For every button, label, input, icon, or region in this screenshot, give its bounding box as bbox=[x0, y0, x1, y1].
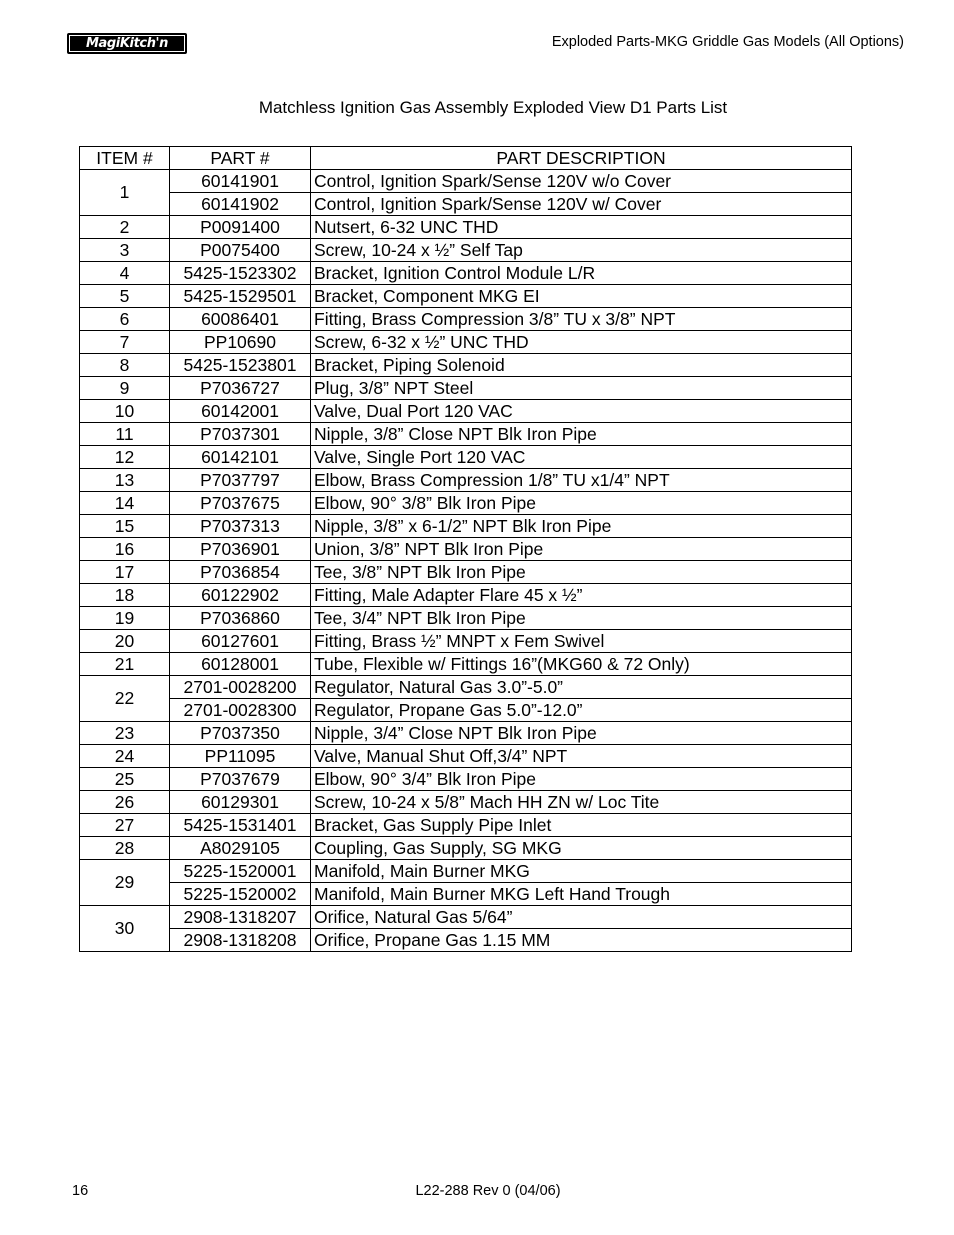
item-number-cell: 3 bbox=[80, 239, 170, 262]
part-description-cell: Coupling, Gas Supply, SG MKG bbox=[311, 837, 852, 860]
table-row bbox=[80, 745, 852, 768]
table-row bbox=[80, 538, 852, 561]
part-number-cell: 60142101 bbox=[170, 446, 311, 469]
table-row bbox=[80, 607, 852, 630]
table-row bbox=[80, 814, 852, 837]
item-number-cell: 4 bbox=[80, 262, 170, 285]
part-description-cell: Control, Ignition Spark/Sense 120V w/ Cover bbox=[311, 193, 852, 216]
column-header-item: ITEM # bbox=[80, 147, 170, 170]
item-number-cell: 1 bbox=[80, 170, 170, 216]
table-row bbox=[80, 170, 852, 193]
table-row bbox=[80, 837, 852, 860]
item-number-cell: 12 bbox=[80, 446, 170, 469]
item-number-cell: 27 bbox=[80, 814, 170, 837]
part-number-cell: P7036860 bbox=[170, 607, 311, 630]
table-row bbox=[80, 515, 852, 538]
part-description-cell: Nipple, 3/4” Close NPT Blk Iron Pipe bbox=[311, 722, 852, 745]
part-description-cell: Elbow, Brass Compression 1/8” TU x1/4” NPT bbox=[311, 469, 852, 492]
part-description-cell: Valve, Single Port 120 VAC bbox=[311, 446, 852, 469]
part-number-cell: P0091400 bbox=[170, 216, 311, 239]
table-row bbox=[80, 561, 852, 584]
table-row bbox=[80, 929, 852, 952]
table-row bbox=[80, 722, 852, 745]
part-description-cell: Nipple, 3/8” x 6-1/2” NPT Blk Iron Pipe bbox=[311, 515, 852, 538]
table-row bbox=[80, 308, 852, 331]
part-number-cell: P7037797 bbox=[170, 469, 311, 492]
part-number-cell: 60129301 bbox=[170, 791, 311, 814]
table-row bbox=[80, 906, 852, 929]
item-number-cell: 10 bbox=[80, 400, 170, 423]
table-row bbox=[80, 354, 852, 377]
table-header-row bbox=[80, 147, 852, 170]
part-description-cell: Bracket, Piping Solenoid bbox=[311, 354, 852, 377]
part-number-cell: 2908-1318208 bbox=[170, 929, 311, 952]
item-number-cell: 28 bbox=[80, 837, 170, 860]
part-number-cell: P7036901 bbox=[170, 538, 311, 561]
part-number-cell: 2701-0028200 bbox=[170, 676, 311, 699]
logo-frame bbox=[69, 35, 185, 52]
part-description-cell: Nipple, 3/8” Close NPT Blk Iron Pipe bbox=[311, 423, 852, 446]
table-row bbox=[80, 262, 852, 285]
part-description-cell: Control, Ignition Spark/Sense 120V w/o Cover bbox=[311, 170, 852, 193]
part-number-cell: P7037675 bbox=[170, 492, 311, 515]
item-number-cell: 24 bbox=[80, 745, 170, 768]
part-number-cell: 5225-1520001 bbox=[170, 860, 311, 883]
part-number-cell: P7037679 bbox=[170, 768, 311, 791]
part-number-cell: 5425-1531401 bbox=[170, 814, 311, 837]
table-row bbox=[80, 285, 852, 308]
part-number-cell: 2908-1318207 bbox=[170, 906, 311, 929]
table-row bbox=[80, 400, 852, 423]
item-number-cell: 9 bbox=[80, 377, 170, 400]
table-row bbox=[80, 584, 852, 607]
part-description-cell: Regulator, Propane Gas 5.0”-12.0” bbox=[311, 699, 852, 722]
part-description-cell: Fitting, Brass Compression 3/8” TU x 3/8” NPT bbox=[311, 308, 852, 331]
part-number-cell: 5425-1523801 bbox=[170, 354, 311, 377]
part-description-cell: Plug, 3/8” NPT Steel bbox=[311, 377, 852, 400]
part-description-cell: Screw, 10-24 x ½” Self Tap bbox=[311, 239, 852, 262]
table-row bbox=[80, 193, 852, 216]
table-row bbox=[80, 423, 852, 446]
table-row bbox=[80, 492, 852, 515]
part-number-cell: PP10690 bbox=[170, 331, 311, 354]
table-row bbox=[80, 377, 852, 400]
part-description-cell: Valve, Dual Port 120 VAC bbox=[311, 400, 852, 423]
parts-list-title: Matchless Ignition Gas Assembly Exploded View D1 Parts List bbox=[258, 98, 728, 117]
item-number-cell: 18 bbox=[80, 584, 170, 607]
part-number-cell: 60127601 bbox=[170, 630, 311, 653]
brand-logo bbox=[67, 33, 187, 54]
part-number-cell: P7037301 bbox=[170, 423, 311, 446]
page-number: 16 bbox=[72, 1183, 89, 1199]
part-number-cell: P7037350 bbox=[170, 722, 311, 745]
parts-table-body bbox=[80, 170, 852, 952]
table-row bbox=[80, 699, 852, 722]
part-description-cell: Union, 3/8” NPT Blk Iron Pipe bbox=[311, 538, 852, 561]
item-number-cell: 2 bbox=[80, 216, 170, 239]
part-description-cell: Screw, 6-32 x ½” UNC THD bbox=[311, 331, 852, 354]
item-number-cell: 22 bbox=[80, 676, 170, 722]
item-number-cell: 15 bbox=[80, 515, 170, 538]
document-code: L22-288 Rev 0 (04/06) bbox=[415, 1183, 561, 1199]
item-number-cell: 11 bbox=[80, 423, 170, 446]
item-number-cell: 6 bbox=[80, 308, 170, 331]
part-description-cell: Bracket, Ignition Control Module L/R bbox=[311, 262, 852, 285]
part-description-cell: Nutsert, 6-32 UNC THD bbox=[311, 216, 852, 239]
column-header-part: PART # bbox=[170, 147, 311, 170]
part-description-cell: Valve, Manual Shut Off,3/4” NPT bbox=[311, 745, 852, 768]
item-number-cell: 25 bbox=[80, 768, 170, 791]
part-number-cell: P0075400 bbox=[170, 239, 311, 262]
logo-text: MagiKitch'n bbox=[85, 36, 168, 51]
part-description-cell: Screw, 10-24 x 5/8” Mach HH ZN w/ Loc Tite bbox=[311, 791, 852, 814]
item-number-cell: 23 bbox=[80, 722, 170, 745]
part-number-cell: 5425-1529501 bbox=[170, 285, 311, 308]
part-description-cell: Manifold, Main Burner MKG bbox=[311, 860, 852, 883]
part-description-cell: Bracket, Gas Supply Pipe Inlet bbox=[311, 814, 852, 837]
part-description-cell: Regulator, Natural Gas 3.0”-5.0” bbox=[311, 676, 852, 699]
item-number-cell: 8 bbox=[80, 354, 170, 377]
part-number-cell: P7036854 bbox=[170, 561, 311, 584]
part-number-cell: 60128001 bbox=[170, 653, 311, 676]
item-number-cell: 14 bbox=[80, 492, 170, 515]
parts-table bbox=[79, 146, 852, 952]
item-number-cell: 5 bbox=[80, 285, 170, 308]
item-number-cell: 29 bbox=[80, 860, 170, 906]
part-number-cell: P7037313 bbox=[170, 515, 311, 538]
table-row bbox=[80, 216, 852, 239]
part-number-cell: P7036727 bbox=[170, 377, 311, 400]
part-description-cell: Bracket, Component MKG EI bbox=[311, 285, 852, 308]
table-row bbox=[80, 860, 852, 883]
part-number-cell: 60086401 bbox=[170, 308, 311, 331]
item-number-cell: 26 bbox=[80, 791, 170, 814]
part-description-cell: Orifice, Natural Gas 5/64” bbox=[311, 906, 852, 929]
item-number-cell: 19 bbox=[80, 607, 170, 630]
table-row bbox=[80, 768, 852, 791]
part-description-cell: Manifold, Main Burner MKG Left Hand Trough bbox=[311, 883, 852, 906]
item-number-cell: 17 bbox=[80, 561, 170, 584]
part-description-cell: Elbow, 90° 3/4” Blk Iron Pipe bbox=[311, 768, 852, 791]
part-number-cell: 60122902 bbox=[170, 584, 311, 607]
item-number-cell: 30 bbox=[80, 906, 170, 952]
part-number-cell: 60141902 bbox=[170, 193, 311, 216]
part-number-cell: A8029105 bbox=[170, 837, 311, 860]
table-row bbox=[80, 676, 852, 699]
part-number-cell: 60141901 bbox=[170, 170, 311, 193]
table-row bbox=[80, 331, 852, 354]
part-number-cell: 5425-1523302 bbox=[170, 262, 311, 285]
item-number-cell: 20 bbox=[80, 630, 170, 653]
column-header-description: PART DESCRIPTION bbox=[311, 147, 852, 170]
item-number-cell: 16 bbox=[80, 538, 170, 561]
part-number-cell: 60142001 bbox=[170, 400, 311, 423]
part-number-cell: 2701-0028300 bbox=[170, 699, 311, 722]
part-description-cell: Fitting, Brass ½” MNPT x Fem Swivel bbox=[311, 630, 852, 653]
item-number-cell: 7 bbox=[80, 331, 170, 354]
table-row bbox=[80, 446, 852, 469]
part-description-cell: Fitting, Male Adapter Flare 45 x ½” bbox=[311, 584, 852, 607]
part-number-cell: 5225-1520002 bbox=[170, 883, 311, 906]
table-row bbox=[80, 791, 852, 814]
part-description-cell: Tube, Flexible w/ Fittings 16”(MKG60 & 72 Only) bbox=[311, 653, 852, 676]
part-description-cell: Orifice, Propane Gas 1.15 MM bbox=[311, 929, 852, 952]
part-description-cell: Tee, 3/8” NPT Blk Iron Pipe bbox=[311, 561, 852, 584]
part-number-cell: PP11095 bbox=[170, 745, 311, 768]
part-description-cell: Elbow, 90° 3/8” Blk Iron Pipe bbox=[311, 492, 852, 515]
table-row bbox=[80, 469, 852, 492]
part-description-cell: Tee, 3/4” NPT Blk Iron Pipe bbox=[311, 607, 852, 630]
item-number-cell: 13 bbox=[80, 469, 170, 492]
table-row bbox=[80, 239, 852, 262]
table-row bbox=[80, 630, 852, 653]
table-row bbox=[80, 653, 852, 676]
item-number-cell: 21 bbox=[80, 653, 170, 676]
document-header-title: Exploded Parts-MKG Griddle Gas Models (All Options) bbox=[551, 34, 904, 50]
table-row bbox=[80, 883, 852, 906]
